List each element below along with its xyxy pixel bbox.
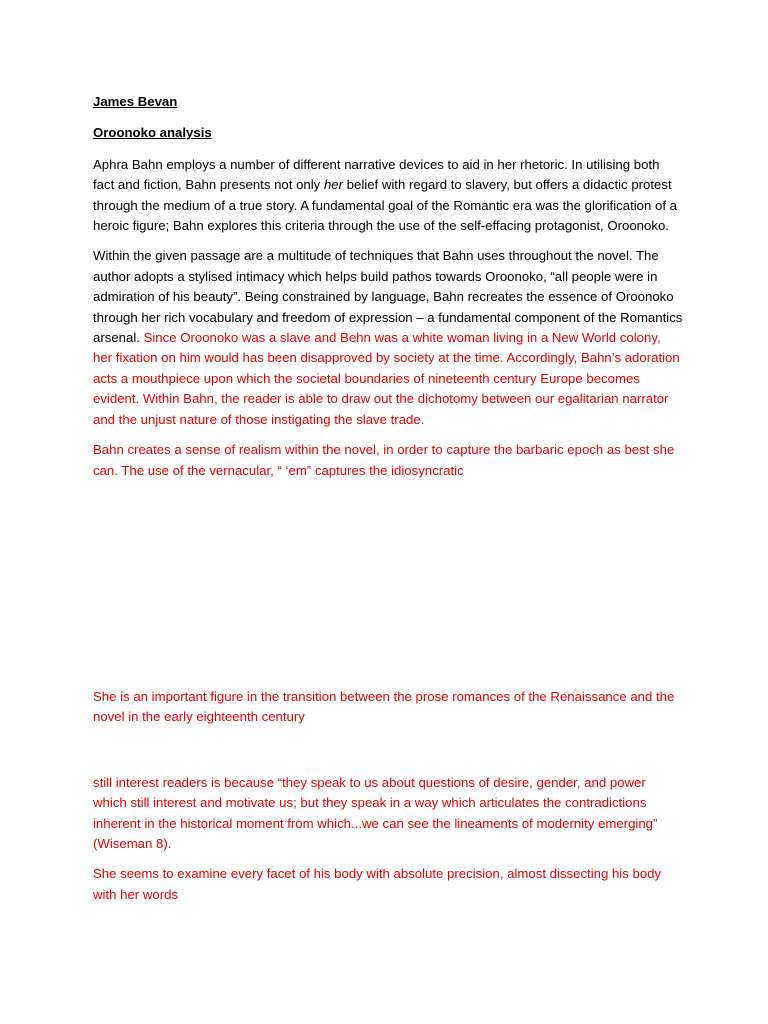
paragraph-techniques-text: Within the given passage are a multitude of techniques that Bahn uses throughout the novel. The author adopts a stylised intimacy which helps build pathos towards Oroonoko, “all people were in admiration of his beauty”. Being constrained by language, Bahn recreates the essence of Oroonoko through her rich vocabulary and freedom of expression – a fundamental component of the Romantics arsenal. — [93, 248, 683, 346]
paragraph-wiseman-quote: still interest readers is because “they speak to us about questions of desire, gender, and power which still interest and motivate us; but they speak in a way which articulates the contradictions inherent in the historical moment from which...we can see the lineaments of modernity emerging” (Wiseman 8). — [93, 774, 658, 851]
paragraph-important-figure: She is an important figure in the transition between the prose romances of the Renaissance and the novel in the early eighteenth century — [93, 688, 675, 725]
paragraph-realism: Bahn creates a sense of realism within the novel, in order to capture the barbaric epoch as best she can. The use of the vernacular, “ ‘em” captures the idiosyncratic — [93, 442, 675, 478]
paragraph-intro-italic: her — [323, 177, 343, 193]
paragraph-intro-text-before: Aphra Bahn employs a number of different narrative devices to aid in her rhetoric. In utilising both fact and fiction, Bahn presents not only — [93, 156, 660, 193]
paragraph-intro — [93, 155, 683, 237]
author-name: James Bevan — [93, 94, 178, 109]
paragraph-intro-text-after: belief with regard to slavery, but offers a didactic protest through the medium of a true story. A fundamental goal of the Romantic era was the glorification of a heroic figure; Bahn explores this criteria through the use of the self-effacing protagonist, Oroonoko. — [93, 177, 677, 234]
paragraph-body-examination: She seems to examine every facet of his body with absolute precision, almost dissecting his body with her words — [93, 866, 662, 902]
document-page — [93, 92, 683, 915]
paragraph-techniques-red-text: Since Oroonoko was a slave and Behn was a white woman living in a New World colony, her fixation on him would has been disapproved by society at the time. Accordingly, Bahn’s adoration acts a mouthpiece upon which the societal boundaries of nineteenth century Europe becomes evident. Within Bahn, the reader is able to draw out the dichotomy between our egalitarian narrator and the unjust nature of those instigating the slave trade. — [93, 330, 680, 427]
paragraph-techniques — [93, 246, 683, 430]
document-title: Oroonoko analysis — [93, 125, 212, 141]
